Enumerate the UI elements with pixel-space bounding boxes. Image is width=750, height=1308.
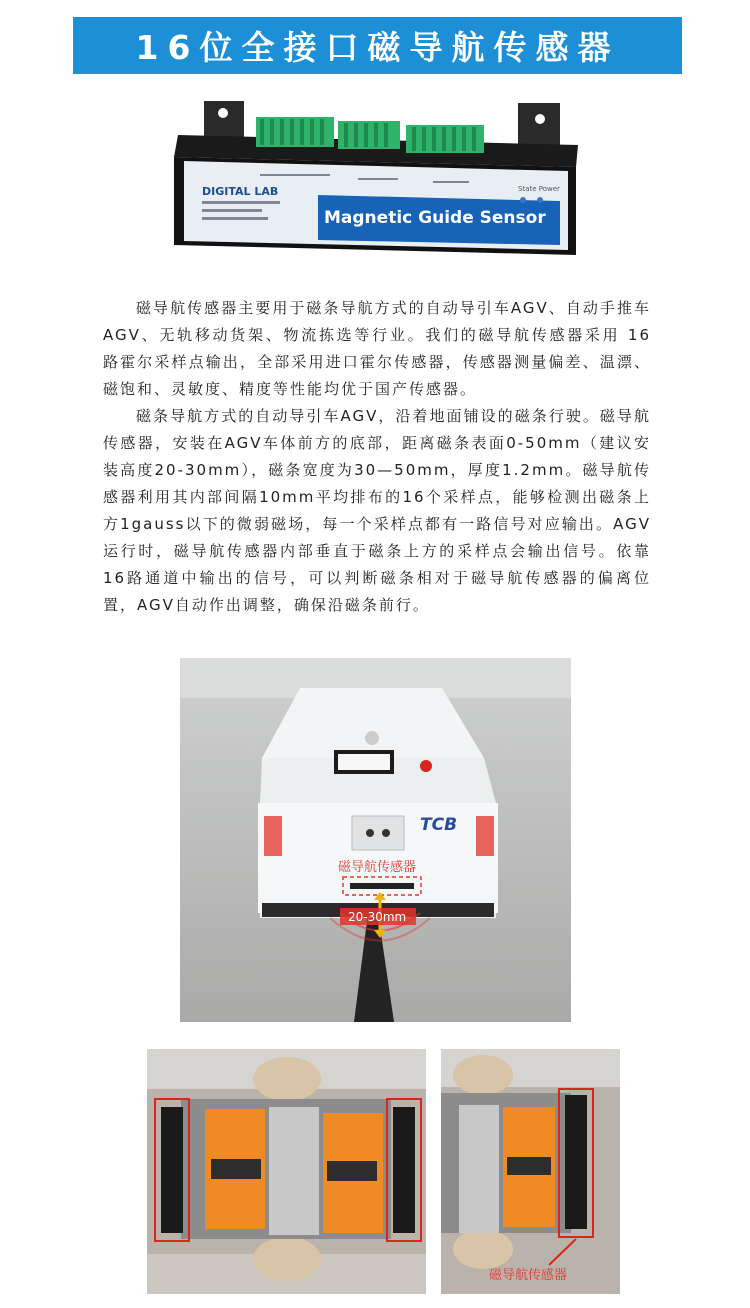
emergency-stop-icon	[420, 760, 432, 772]
paragraph: 磁导航传感器主要用于磁条导航方式的自动导引车AGV、自动手推车AGV、无轨移动货架、物流拣选等行业。我们的磁导航传感器采用 16 路霍尔采样点输出，全部采用进口霍尔传感器，传感器测量偏差、温漂、磁饱和、灵敏度、精度等性能均优于国产传感器。	[103, 299, 651, 398]
title-banner	[73, 17, 682, 74]
sensor-annotation-label: 磁导航传感器	[338, 860, 417, 875]
description-text	[103, 295, 651, 619]
agv-underside-photo-left	[147, 1049, 426, 1294]
height-label: 20-30mm	[348, 910, 407, 924]
sensor-annotation-label: 磁导航传感器	[489, 1268, 568, 1283]
sensor-label: Magnetic Guide Sensor	[324, 208, 546, 228]
brand-logo: DIGITAL LAB	[202, 185, 279, 198]
mounting-tab-right	[518, 103, 560, 149]
sensor-product-image	[168, 95, 588, 270]
agv-photo	[180, 658, 571, 1022]
status-led-icon	[520, 197, 526, 203]
status-label: State Power	[518, 185, 560, 193]
sensor-right	[393, 1107, 415, 1233]
brand-logo: TCB	[420, 815, 458, 835]
sensor-left	[161, 1107, 183, 1233]
page-title: 16位全接口磁导航传感器	[135, 28, 620, 67]
sensor-right	[565, 1095, 587, 1229]
power-led-icon	[537, 197, 543, 203]
agv-underside-photo-right	[441, 1049, 620, 1294]
paragraph: 磁条导航方式的自动导引车AGV，沿着地面铺设的磁条行驶。磁导航传感器，安装在AGV车体前方的底部，距离磁条表面0-50mm（建议安装高度20-30mm），磁条宽度为30—50mm，厚度1.2mm。磁导航传感器利用其内部间隔10mm平均排布的16个采样点，能够检测出磁条上方1gauss以下的微弱磁场，每一个采样点都有一路信号对应输出。AGV运行时，磁导航传感器内部垂直于磁条上方的采样点会输出信号。依靠16路通道中输出的信号，可以判断磁条相对于磁导航传感器的偏离位置，AGV自动作出调整，确保沿磁条前行。	[103, 407, 651, 614]
